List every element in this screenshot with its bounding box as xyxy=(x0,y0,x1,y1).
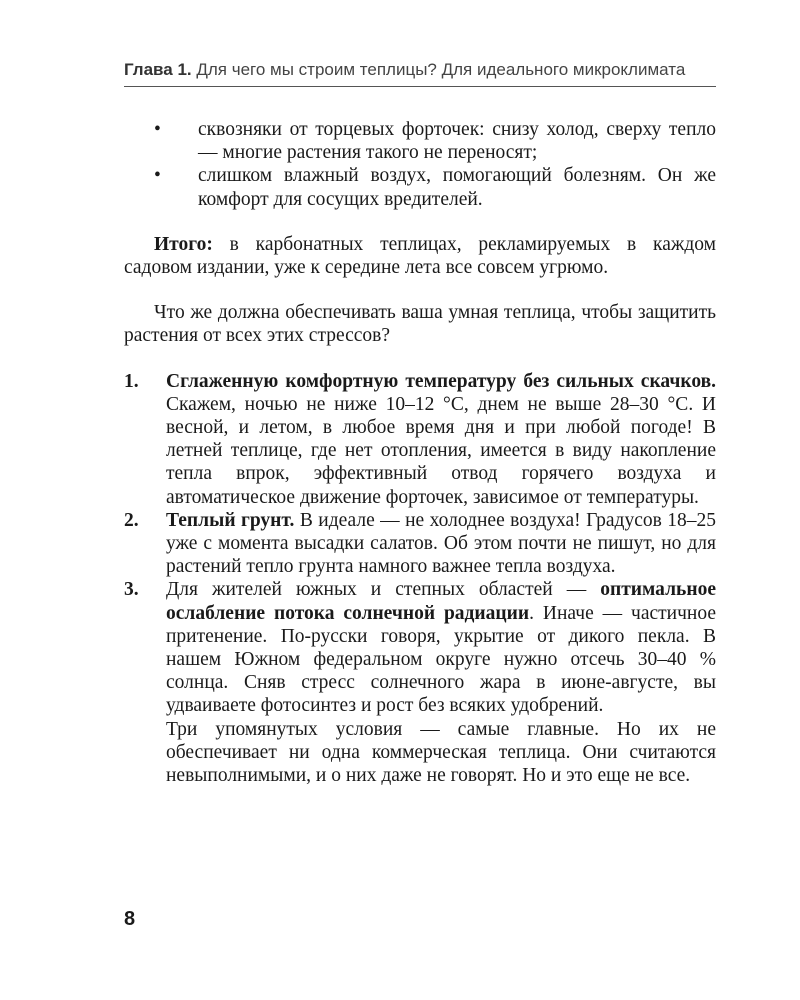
item-number: 1. xyxy=(124,370,139,392)
bullet-text: слишком влажный воздух, помогающий болезням. Он же комфорт для сосущих вредителей. xyxy=(198,165,716,210)
requirement-item: 3. Для жителей южных и степных областей — оптимальное ослабление потока солнечной радиации. Иначе — частичное притенение. По-русски говоря, укрытие от дикого пекла. В нашем Южном федеральном округе нужно отсечь 30–40 % солнца. Сняв стресс солнечного жара в июне-августе, вы удваиваете фотосинтез и рост без всяких удобрений. Три упомянутых условия — самые главные. Но их не обеспечивает ни одна коммерческая теплица. Они считаются невыполнимыми, и о них даже не говорят. Но и это еще не все. xyxy=(124,579,717,787)
summary-paragraph xyxy=(124,233,716,279)
item-heading: оптимальное ослабление потока солнечной радиации xyxy=(166,579,716,624)
bullet-text: сквозняки от торцевых форточек: снизу холод, сверху тепло — многие растения такого не переносят; xyxy=(198,119,716,164)
item-number: 2. xyxy=(124,509,139,531)
running-header xyxy=(124,60,716,87)
summary-label: Итого: xyxy=(154,233,213,255)
bullet-item xyxy=(124,164,716,210)
bullet-list xyxy=(124,118,716,211)
requirements-list xyxy=(124,370,716,788)
page-number: 8 xyxy=(124,908,136,930)
item-heading: Сглаженную комфортную температуру без сильных скачков. xyxy=(166,370,716,392)
bullet-item xyxy=(124,118,716,164)
page-content xyxy=(124,118,716,787)
item-intro: Для жителей южных и степных областей — xyxy=(166,579,587,601)
item-note: Три упомянутых условия — самые главные. Но их не обеспечивает ни одна коммерческая теплица. Они считаются невыполнимыми, и о них даже не говорят. Но и это еще не все. xyxy=(166,718,716,787)
requirement-item xyxy=(124,509,716,579)
requirement-item xyxy=(124,370,716,509)
bullet-dot-icon: • xyxy=(154,165,161,187)
bullet-dot-icon: • xyxy=(154,119,161,140)
chapter-title: Для чего мы строим теплицы? Для идеального микроклимата xyxy=(196,60,686,79)
item-number: 3. xyxy=(124,579,139,601)
item-text: Иначе — частичное притенение. По-русски говоря, укрытие от дикого пекла. В нашем Южном федеральном округе нужно отсечь 30–40 % солнца. Сняв стресс солнечного жара в июне-августе, вы удваиваете фотосинтез и рост без всяких удобрений. xyxy=(166,602,717,717)
item-text: Скажем, ночью не ниже 10–12 °C, днем не выше 28–30 °C. И весной, и летом, в любое время дня и при любой погоде! В летней теплице, где нет отопления, имеется в виду накопление тепла впрок, эффективный отвод горячего воздуха и автоматическое движение форточек, зависимое от температуры. xyxy=(166,393,716,508)
chapter-number: Глава 1. xyxy=(124,60,192,79)
summary-text: в карбонатных теплицах, рекламируемых в каждом садовом издании, уже к середине лета все совсем угрюмо. xyxy=(124,233,716,279)
question-paragraph: Что же должна обеспечивать ваша умная теплица, чтобы защитить растения от всех этих стрессов? xyxy=(124,302,716,347)
item-text: В идеале — не холоднее воздуха! Градусов 18–25 уже с момента высадки салатов. Об этом почти не пишут, но для растений тепло грунта намного важнее тепла воздуха. xyxy=(166,509,716,578)
item-heading: Теплый грунт. xyxy=(166,509,295,531)
